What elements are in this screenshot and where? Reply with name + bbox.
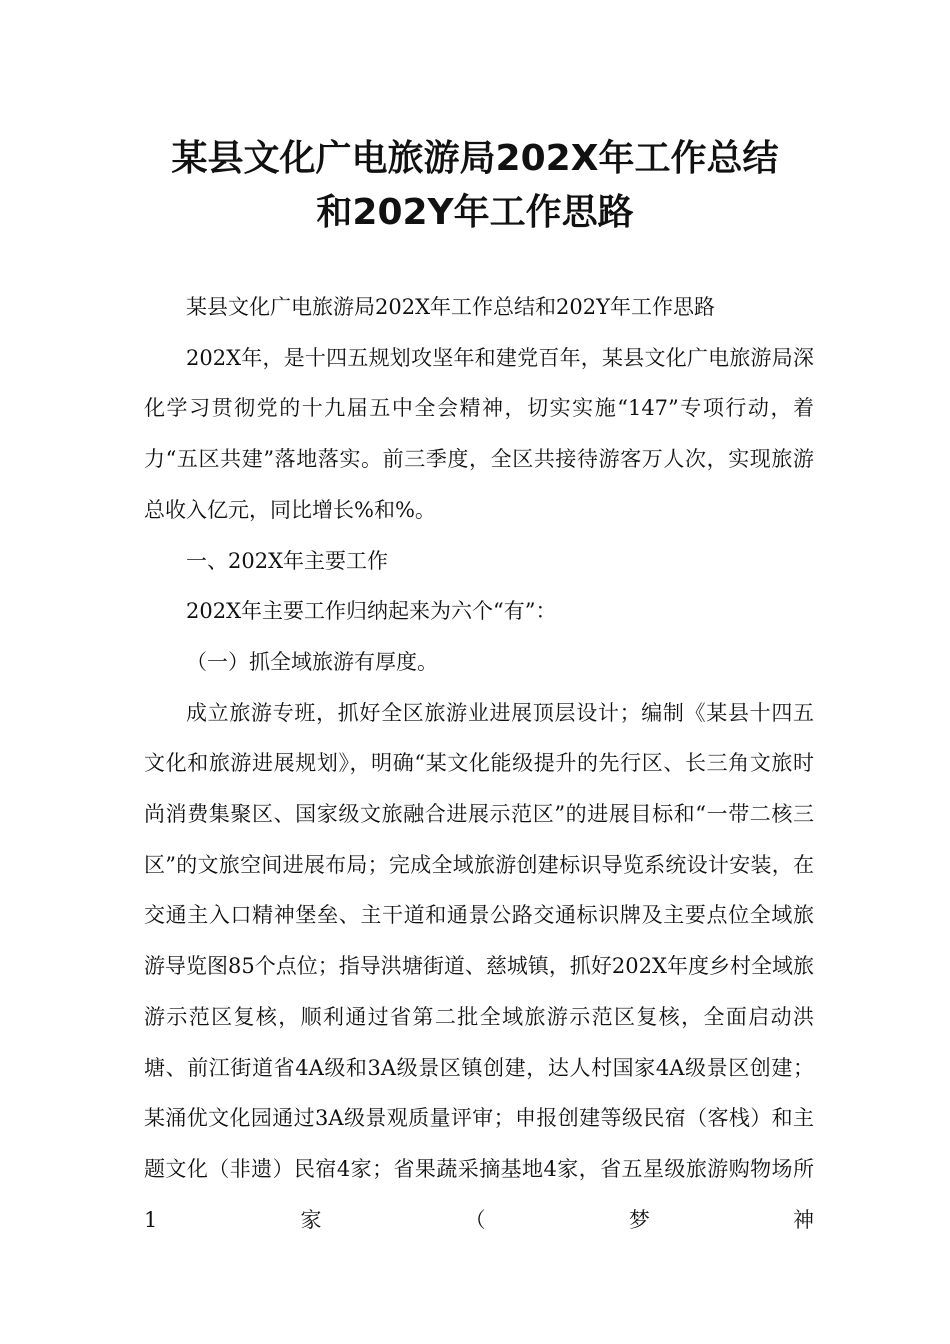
paragraph-heading-repeat: 某县文化广电旅游局202X年工作总结和202Y年工作思路 bbox=[186, 295, 715, 319]
paragraph-summary: 202X年主要工作归纳起来为六个“有”： bbox=[186, 599, 557, 624]
document-title-line-1: 某县文化广电旅游局202X年工作总结 bbox=[171, 138, 779, 179]
paragraph-intro: 202X年，是十四五规划攻坚年和建党百年，某县文化广电旅游局深化学习贯彻党的十九届五中全会精神，切实实施“147”专项行动，着力“五区共建”落地落实。前三季度，全区共接待游客万人次，实现旅游总收入亿元，同比增长%和%。 bbox=[144, 345, 814, 522]
paragraph-details: 成立旅游专班，抓好全区旅游业进展顶层设计；编制《某县十四五文化和旅游进展规划》，明确“某文化能级提升的先行区、长三角文旅时尚消费集聚区、国家级文旅融合进展示范区”的进展目标和“一带二核三区”的文旅空间进展布局；完成全域旅游创建标识导览系统设计安装，在交通主入口精神堡垒、主干道和通景公路交通标识牌及主要点位全域旅游导览图85个点位；指导洪塘街道、慈城镇，抓好202X年度乡村全域旅游示范区复核，顺利通过省第二批全域旅游示范区复核，全面启动洪塘、前江街道省4A级和3A级景区镇创建，达人村国家4A级景区创建；某涌优文化园通过3A级景观质量评审；申报创建等级民宿（客栈）和主题文化（非遗）民宿4家；省果蔬采摘基地4家，省五星级旅游购物场所1家（梦神 bbox=[144, 700, 814, 1232]
document-body bbox=[144, 282, 814, 1245]
document-title-line-2: 和202Y年工作思路 bbox=[316, 192, 634, 233]
subsection-heading: （一）抓全域旅游有厚度。 bbox=[186, 649, 438, 674]
section-heading: 一、202X年主要工作 bbox=[186, 548, 389, 573]
